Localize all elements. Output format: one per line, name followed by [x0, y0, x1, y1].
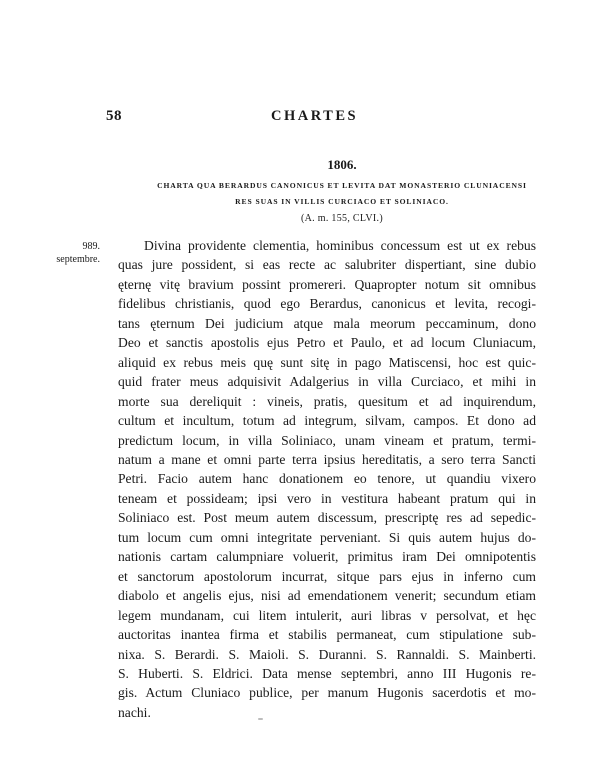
charter-heading-line-2: RES SUAS IN VILLIS CURCIACO ET SOLINIACO. [235, 197, 449, 206]
body-line: S. Huberti. S. Eldrici. Data mense septembri, anno III Hugonis re- [118, 665, 536, 681]
body-line: aliquid ex rebus meis quę sunt sitę in pago Matiscensi, hoc est quic- [118, 354, 536, 370]
source-reference: (A. m. 155, CLVI.) [301, 213, 383, 224]
body-line: Petri. Facio autem hanc donationem eo tenore, ut quandiu vixero [118, 471, 536, 487]
body-line: Deo et sanctis apostolis ejus Petro et Paulo, et ad locum Cluniacum, [118, 335, 536, 351]
body-line: morte sua dereliquit : vineis, pratis, quesitum et ad inquirendum, [118, 393, 536, 409]
body-line: ęternę vitę bravium possint promereri. Quapropter notum sit omnibus [118, 276, 536, 292]
body-line: legem mundanam, cui litem intulerit, auri libras v persolvat, et hęc [118, 607, 536, 623]
margin-year: 989. [82, 241, 100, 252]
body-line: nixa. S. Berardi. S. Maioli. S. Duranni. S. Rannaldi. S. Mainberti. [118, 646, 536, 662]
body-line: auctoritas inantea firma et stabilis permaneat, cum stipulatione sub- [118, 627, 536, 643]
body-line: teneam et possideam; ipsi vero in vestitura habeant pratum qui in [118, 490, 536, 506]
charter-body-text [118, 236, 536, 722]
body-line: cultum et incultum, totum ad integrum, silvam, campos. Et dono ad [118, 413, 536, 429]
body-line: et sanctorum apostolorum incurrat, sitque pars ejus in inferno cum [118, 568, 536, 584]
body-line: nachi. [118, 704, 151, 720]
body-line: predictum locum, in villa Soliniaco, unam vineam et pratum, termi- [118, 432, 536, 448]
body-line: natum a mane et omni parte terra ipsius hereditatis, a sero terra Sancti [118, 451, 536, 467]
running-title: CHARTES [271, 108, 359, 124]
body-line: diabolo et angelis ejus, nisi ad emendationem venerit; secundum etiam [118, 588, 536, 604]
scan-speck [258, 718, 263, 720]
body-line: gis. Actum Cluniaco publice, per manum Hugonis sacerdotis et mo- [118, 685, 536, 701]
charter-heading-line-1: CHARTA QUA BERARDUS CANONICUS ET LEVITA DAT MONASTERIO CLUNIACENSI [157, 181, 527, 190]
body-line: quas jure possident, si eas recte ac salubriter dispertiant, sine dubio [118, 257, 536, 273]
margin-date-note [28, 240, 100, 266]
body-line: tum locum cum omni integritate perveniant. Si quis autem hujus do- [118, 529, 536, 545]
body-line: quid frater meus adquisivit Adalgerius in villa Curciaco, et mihi in [118, 374, 536, 390]
body-line: nationis cartam calumpniare voluerit, primitus iram Dei omnipotentis [118, 549, 536, 565]
page-number: 58 [106, 108, 122, 124]
body-line: tans ęternum Dei judicium atque mala meorum peccaminum, dono [118, 315, 536, 331]
body-line: Soliniaco est. Post meum autem discessum, prescriptę res ad sepedic- [118, 510, 536, 526]
charter-number: 1806. [327, 157, 357, 172]
margin-month: septembre. [56, 254, 100, 265]
body-line: fidelibus christianis, quod ego Berardus, canonicus et levita, recogi- [118, 296, 536, 312]
body-line: Divina providente clementia, hominibus concessum est ut ex rebus [144, 238, 536, 253]
